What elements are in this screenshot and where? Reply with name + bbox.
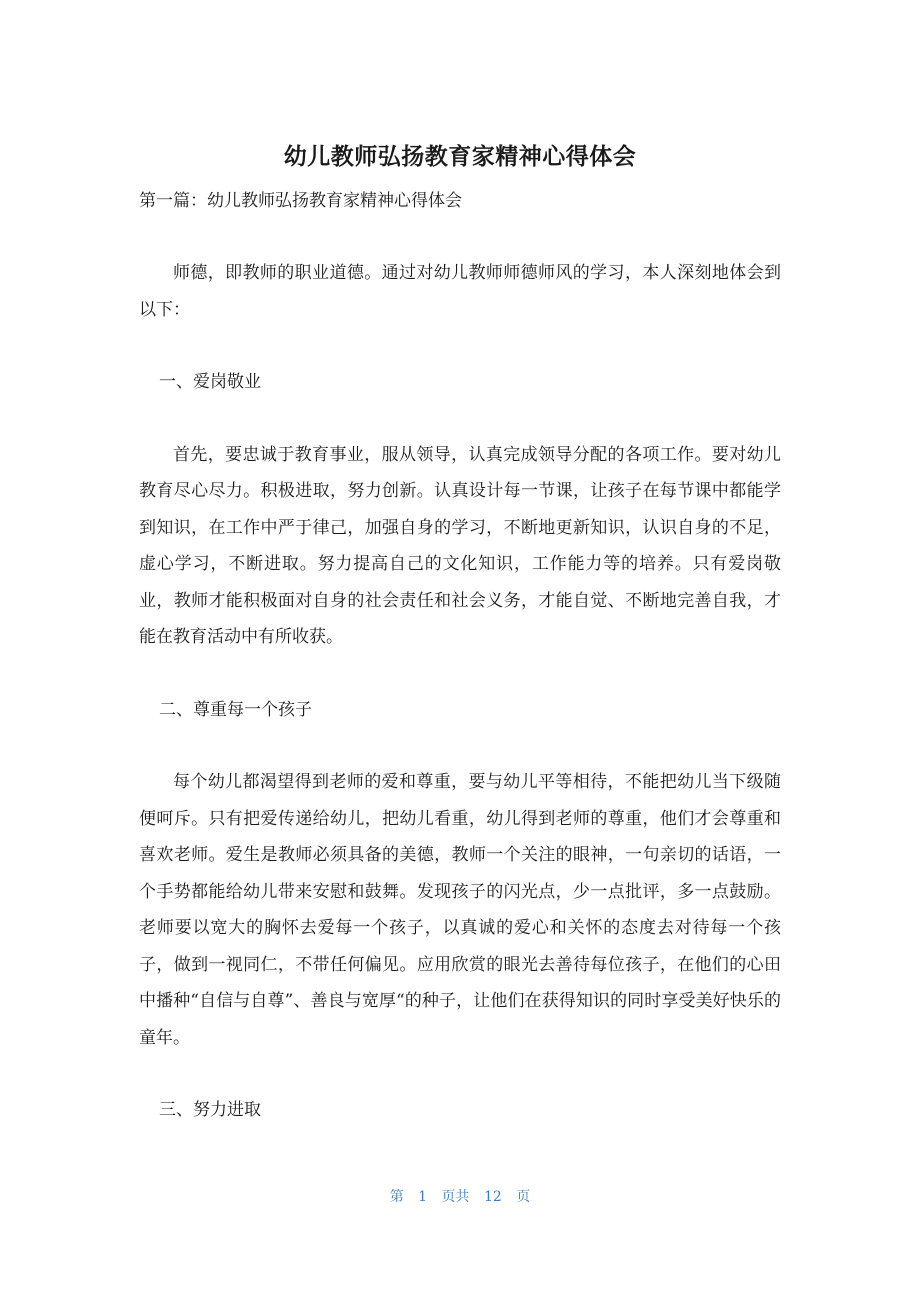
document-body (139, 185, 781, 1129)
document-title: 幼儿教师弘扬教育家精神心得体会 (283, 144, 637, 170)
section-heading-3: 三、努力进取 (159, 1100, 261, 1120)
section-heading-1: 一、爱岗敬业 (159, 372, 261, 392)
section-paragraph-2: 每个幼儿都渴望得到老师的爱和尊重，要与幼儿平等相待，不能把幼儿当下级随便呵斥。只有把爱传递给幼儿，把幼儿看重，幼儿得到老师的尊重，他们才会尊重和喜欢老师。爱生是教师必须具备的美德，教师一个关注的眼神，一句亲切的话语，一个手势都能给幼儿带来安慰和鼓舞。发现孩子的闪光点，少一点批评，多一点鼓励。老师要以宽大的胸怀去爱每一个孩子，以真诚的爱心和关怀的态度去对待每一个孩子，做到一视同仁，不带任何偏见。应用欣赏的眼光去善待每位孩子，在他们的心田中播种“自信与自尊”、善良与宽厚“的种子，让他们在获得知识的同时享受美好快乐的童年。 (139, 772, 781, 1048)
section-paragraph-1: 首先，要忠诚于教育事业，服从领导，认真完成领导分配的各项工作。要对幼儿教育尽心尽力。积极进取，努力创新。认真设计每一节课，让孩子在每节课中都能学到知识，在工作中严于律己，加强自身的学习，不断地更新知识，认识自身的不足，虚心学习，不断进取。努力提高自己的文化知识，工作能力等的培养。只有爱岗敬业，教师才能积极面对自身的社会责任和社会义务，才能自觉、不断地完善自我，才能在教育活动中有所收获。 (139, 444, 781, 647)
page-footer: 第 1 页共 12 页 (389, 1189, 531, 1205)
intro-paragraph: 师德，即教师的职业道德。通过对幼儿教师师德师风的学习，本人深刻地体会到以下： (139, 263, 781, 320)
section-heading-2: 二、尊重每一个孩子 (159, 699, 312, 720)
subtitle: 第一篇：幼儿教师弘扬教育家精神心得体会 (139, 191, 462, 211)
